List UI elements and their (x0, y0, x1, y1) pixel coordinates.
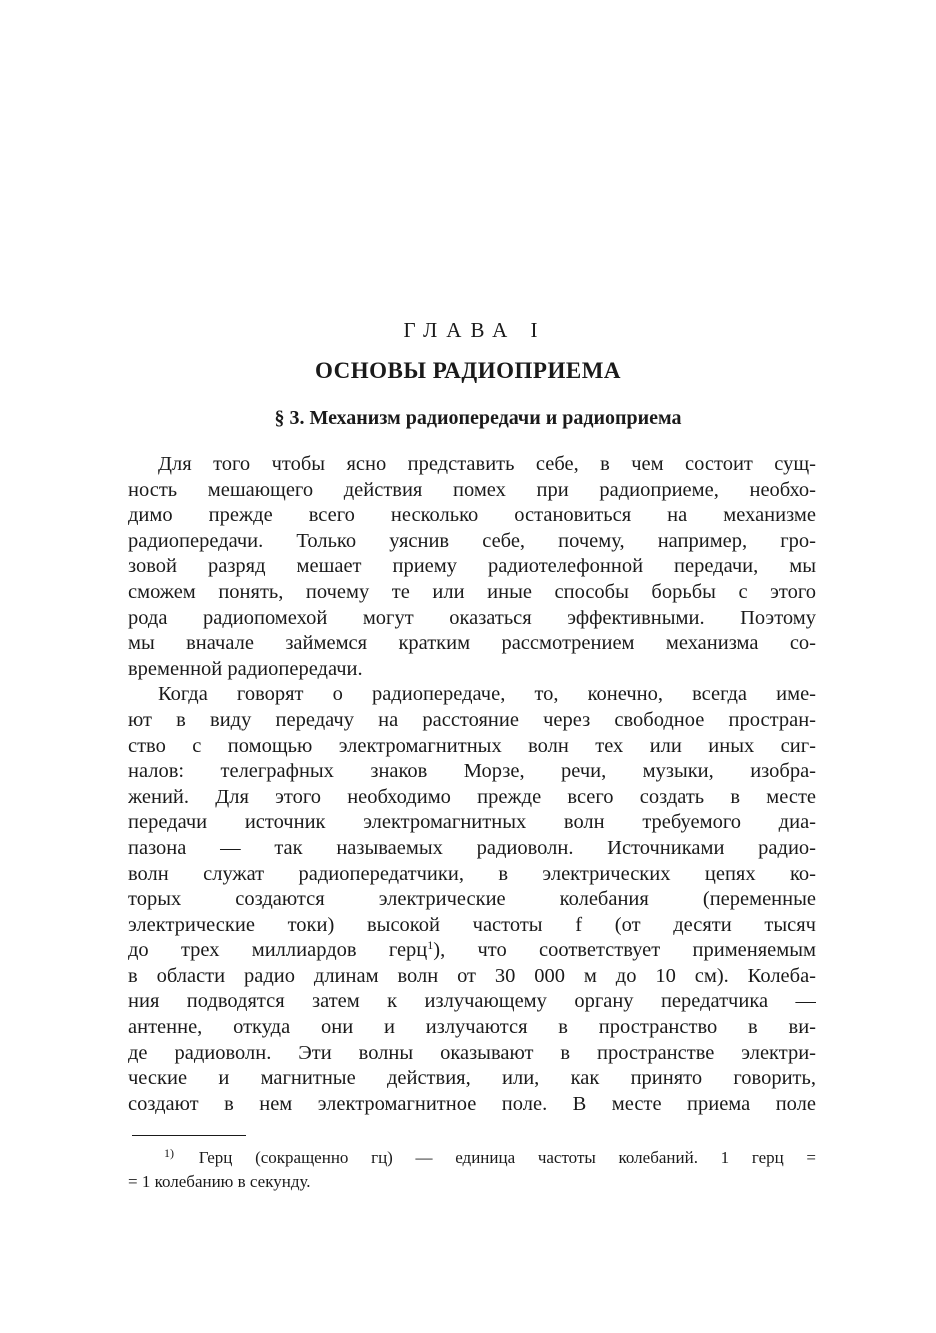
text-line: Когда говорят о радиопередаче, то, конечно, всегда име- (158, 683, 816, 706)
text-line: создают в нем электромагнитное поле. В месте приема поле (128, 1092, 816, 1115)
text-line: волн служат радиопередатчики, в электрических цепях ко- (128, 862, 816, 885)
text-line: торых создаются электрические колебания (переменные (128, 888, 816, 911)
footnote-text: Герц (сокращенно гц) — единица частоты колебаний. 1 герц = (198, 1148, 817, 1167)
footnote (128, 1146, 816, 1194)
text-line: налов: телеграфных знаков Морзе, речи, музыки, изобра- (128, 760, 816, 783)
footnote-reference: 1 (427, 938, 434, 953)
text-line: ческие и магнитные действия, или, как принято говорить, (128, 1067, 816, 1090)
text-line: передачи источник электромагнитных волн требуемого диа- (128, 811, 816, 834)
text-line: ность мешающего действия помех при радиоприеме, необхо- (128, 478, 816, 501)
footnote-line (128, 1146, 816, 1170)
text-line: мы вначале займемся кратким рассмотрением механизма со- (128, 632, 816, 655)
text-line: Для того чтобы ясно представить себе, в чем состоит сущ- (158, 453, 816, 475)
text-line: ют в виду передачу на расстояние через свободное простран- (128, 708, 816, 731)
footnote-divider (132, 1135, 246, 1136)
text-line: сможем понять, почему те или иные способы борьбы с этого (128, 580, 816, 603)
body-text (128, 452, 816, 1117)
text-line-with-footnote (128, 938, 816, 964)
text-fragment: до трех миллиардов герц (128, 939, 428, 962)
text-line: зовой разряд мешает приему радиотелефонной передачи, мы (128, 555, 816, 578)
text-line: рода радиопомехой могут оказаться эффективными. Поэтому (128, 606, 816, 629)
text-line: пазона — так называемых радиоволн. Источниками радио- (128, 836, 816, 859)
text-line: де радиоволн. Эти волны оказывают в пространстве электри- (128, 1041, 816, 1064)
text-line: временной радиопередачи. (128, 657, 363, 680)
text-line: ство с помощью электромагнитных волн тех или иных сиг- (128, 734, 816, 757)
text-line: ния подводятся затем к излучающему органу передатчика — (128, 990, 816, 1013)
text-line: радиопередачи. Только уяснив себе, почему, например, гро- (128, 529, 816, 552)
footnote-marker: 1) (164, 1146, 174, 1160)
chapter-label: ГЛАВА I (403, 318, 547, 342)
footnote-line: = 1 колебанию в секунду. (128, 1172, 311, 1191)
text-line: антенне, откуда они и излучаются в пространство в ви- (128, 1016, 816, 1039)
text-line: димо прежде всего несколько остановиться на механизме (128, 504, 816, 527)
section-title: § 3. Механизм радиопередачи и радиоприема (274, 407, 682, 429)
text-line: электрические токи) высокой частоты f (от десяти тысяч (128, 913, 816, 936)
text-fragment: ), что соответствует применяемым (433, 939, 816, 962)
chapter-title: ОСНОВЫ РАДИОПРИЕМА (314, 358, 622, 383)
text-line: жений. Для этого необходимо прежде всего создать в месте (128, 785, 816, 808)
text-line: в области радио длинам волн от 30 000 м до 10 см). Колеба- (128, 964, 816, 987)
